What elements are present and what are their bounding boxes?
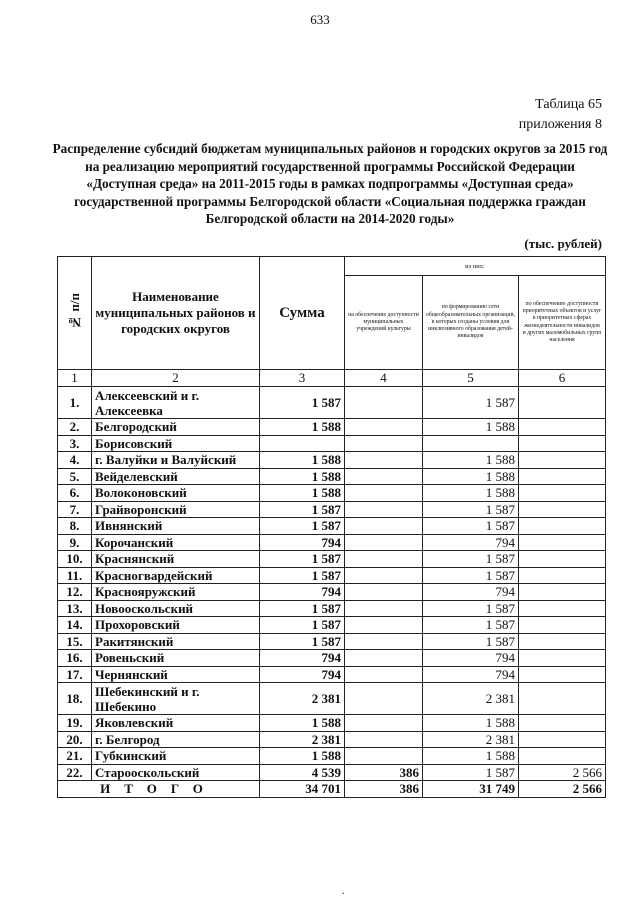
row-priority (519, 534, 606, 551)
row-education: 1 587 (423, 600, 519, 617)
table-row (58, 617, 606, 634)
table-row (58, 715, 606, 732)
row-sum: 1 587 (260, 387, 345, 419)
table-row (58, 419, 606, 436)
row-number: 10. (58, 551, 92, 568)
row-priority (519, 584, 606, 601)
row-priority (519, 452, 606, 469)
row-culture (345, 435, 423, 452)
row-number: 4. (58, 452, 92, 469)
table-row (58, 468, 606, 485)
row-name: Ракитянский (92, 633, 260, 650)
col-number: 4 (345, 370, 423, 387)
footer-mark: . (342, 886, 345, 897)
row-priority (519, 518, 606, 535)
row-number: 8. (58, 518, 92, 535)
total-row (58, 781, 606, 798)
row-number: 19. (58, 715, 92, 732)
row-number: 20. (58, 731, 92, 748)
table-label-line2: приложения 8 (518, 117, 602, 132)
row-sum: 4 539 (260, 764, 345, 781)
row-name: г. Белгород (92, 731, 260, 748)
row-number: 15. (58, 633, 92, 650)
row-culture (345, 600, 423, 617)
row-priority (519, 600, 606, 617)
row-sum: 1 588 (260, 715, 345, 732)
row-education: 1 588 (423, 485, 519, 502)
row-sum: 1 587 (260, 501, 345, 518)
row-priority (519, 485, 606, 502)
col-number: 2 (92, 370, 260, 387)
row-priority (519, 683, 606, 715)
row-education: 1 587 (423, 567, 519, 584)
table-label-line1: Таблица 65 (535, 97, 602, 112)
col-number: 6 (519, 370, 606, 387)
row-number: 12. (58, 584, 92, 601)
row-sum: 1 588 (260, 419, 345, 436)
row-culture (345, 731, 423, 748)
table-row (58, 650, 606, 667)
row-education: 1 587 (423, 551, 519, 568)
header-col4: на обеспечение доступности муниципальных учреждений культуры (345, 276, 423, 370)
row-culture (345, 534, 423, 551)
row-education (423, 435, 519, 452)
header-num: № п/п (58, 257, 92, 370)
row-culture (345, 617, 423, 634)
units-label: (тыс. рублей) (524, 236, 602, 251)
row-culture (345, 567, 423, 584)
row-sum: 2 381 (260, 683, 345, 715)
row-priority (519, 435, 606, 452)
total-label: ИТОГО (58, 781, 260, 798)
row-sum: 1 588 (260, 468, 345, 485)
row-number: 21. (58, 748, 92, 765)
row-name: Вейделевский (92, 468, 260, 485)
row-priority (519, 468, 606, 485)
table-row (58, 435, 606, 452)
row-culture (345, 715, 423, 732)
row-priority (519, 567, 606, 584)
row-education: 1 588 (423, 748, 519, 765)
row-name: Волоконовский (92, 485, 260, 502)
row-number: 11. (58, 567, 92, 584)
row-number: 22. (58, 764, 92, 781)
row-priority (519, 666, 606, 683)
row-education: 1 587 (423, 764, 519, 781)
row-education: 794 (423, 534, 519, 551)
row-sum: 1 587 (260, 567, 345, 584)
col-number: 3 (260, 370, 345, 387)
header-col5: по формированию сети общеобразовательных организаций, в которых созданы условия для инклюзивного образования детей-инвалидов (423, 276, 519, 370)
subsidy-table (57, 256, 606, 798)
table-row (58, 534, 606, 551)
row-number: 2. (58, 419, 92, 436)
header-name: Наименование муниципальных районов и городских округов (92, 257, 260, 370)
row-education: 794 (423, 650, 519, 667)
row-name: Старооскольский (92, 764, 260, 781)
row-culture (345, 468, 423, 485)
table-row (58, 764, 606, 781)
row-education: 794 (423, 584, 519, 601)
row-number: 13. (58, 600, 92, 617)
row-culture (345, 551, 423, 568)
row-name: Ивнянский (92, 518, 260, 535)
row-sum: 1 587 (260, 518, 345, 535)
row-name: Белгородский (92, 419, 260, 436)
table-row (58, 387, 606, 419)
row-sum: 1 588 (260, 485, 345, 502)
row-sum (260, 435, 345, 452)
row-education: 1 587 (423, 633, 519, 650)
row-name: г. Валуйки и Валуйский (92, 452, 260, 469)
row-number: 6. (58, 485, 92, 502)
total-education: 31 749 (423, 781, 519, 798)
row-education: 1 587 (423, 518, 519, 535)
table-row (58, 501, 606, 518)
row-priority: 2 566 (519, 764, 606, 781)
row-culture (345, 419, 423, 436)
total-culture: 386 (345, 781, 423, 798)
row-name: Прохоровский (92, 617, 260, 634)
row-priority (519, 551, 606, 568)
total-sum: 34 701 (260, 781, 345, 798)
table-row (58, 748, 606, 765)
row-number: 7. (58, 501, 92, 518)
row-priority (519, 650, 606, 667)
row-culture (345, 683, 423, 715)
row-name: Яковлевский (92, 715, 260, 732)
row-sum: 794 (260, 534, 345, 551)
row-sum: 794 (260, 584, 345, 601)
row-culture (345, 518, 423, 535)
row-number: 14. (58, 617, 92, 634)
column-numbers-row (58, 370, 606, 387)
table-row (58, 452, 606, 469)
row-culture (345, 387, 423, 419)
row-name: Грайворонский (92, 501, 260, 518)
table-row (58, 518, 606, 535)
row-name: Борисовский (92, 435, 260, 452)
row-sum: 1 587 (260, 600, 345, 617)
row-culture (345, 584, 423, 601)
row-name: Ровеньский (92, 650, 260, 667)
row-number: 1. (58, 387, 92, 419)
row-name: Красногвардейский (92, 567, 260, 584)
header-row-top (58, 257, 606, 276)
row-education: 1 588 (423, 715, 519, 732)
row-education: 1 588 (423, 419, 519, 436)
row-name: Новооскольский (92, 600, 260, 617)
table-row (58, 600, 606, 617)
row-education: 2 381 (423, 731, 519, 748)
row-priority (519, 633, 606, 650)
row-culture: 386 (345, 764, 423, 781)
row-priority (519, 501, 606, 518)
row-sum: 1 588 (260, 452, 345, 469)
header-sum: Сумма (260, 257, 345, 370)
table-row (58, 731, 606, 748)
row-sum: 2 381 (260, 731, 345, 748)
row-priority (519, 715, 606, 732)
row-sum: 794 (260, 650, 345, 667)
total-priority: 2 566 (519, 781, 606, 798)
row-number: 18. (58, 683, 92, 715)
table-row (58, 633, 606, 650)
col-number: 5 (423, 370, 519, 387)
row-priority (519, 387, 606, 419)
row-number: 3. (58, 435, 92, 452)
row-name: Краснянский (92, 551, 260, 568)
row-priority (519, 617, 606, 634)
table-row (58, 485, 606, 502)
row-priority (519, 731, 606, 748)
header-col6: по обеспечению доступности приоритетных объектов и услуг в приоритетных сферах жизнедеятельности инвалидов и других маломобильных групп населения (519, 276, 606, 370)
row-education: 1 588 (423, 468, 519, 485)
row-name: Корочанский (92, 534, 260, 551)
table-label (519, 95, 602, 135)
row-education: 794 (423, 666, 519, 683)
table-row (58, 666, 606, 683)
row-education: 1 587 (423, 501, 519, 518)
table-row (58, 584, 606, 601)
row-sum: 794 (260, 666, 345, 683)
row-education: 1 587 (423, 617, 519, 634)
row-culture (345, 452, 423, 469)
row-sum: 1 587 (260, 551, 345, 568)
row-culture (345, 501, 423, 518)
row-name: Краснояружский (92, 584, 260, 601)
row-name: Чернянский (92, 666, 260, 683)
row-culture (345, 650, 423, 667)
row-number: 17. (58, 666, 92, 683)
row-number: 5. (58, 468, 92, 485)
row-sum: 1 587 (260, 633, 345, 650)
row-sum: 1 587 (260, 617, 345, 634)
row-culture (345, 485, 423, 502)
table-row (58, 551, 606, 568)
row-education: 1 587 (423, 387, 519, 419)
row-education: 1 588 (423, 452, 519, 469)
row-priority (519, 419, 606, 436)
row-priority (519, 748, 606, 765)
row-culture (345, 666, 423, 683)
row-name: Шебекинский и г. Шебекино (92, 683, 260, 715)
row-name: Алексеевский и г. Алексеевка (92, 387, 260, 419)
row-culture (345, 633, 423, 650)
col-number: 1 (58, 370, 92, 387)
row-number: 16. (58, 650, 92, 667)
row-name: Губкинский (92, 748, 260, 765)
row-education: 2 381 (423, 683, 519, 715)
table-row (58, 567, 606, 584)
row-number: 9. (58, 534, 92, 551)
row-culture (345, 748, 423, 765)
header-of-which: из них: (345, 257, 606, 276)
row-sum: 1 588 (260, 748, 345, 765)
document-title: Распределение субсидий бюджетам муниципальных районов и городских округов за 2015 год на реализацию мероприятий государственной программы Российской Федерации «Доступная среда» на 2011-2015 годы в рамках подпрограммы «Доступная среда» государственной программы Белгородской области «Социальная поддержка граждан Белгородской области на 2014-2020 годы» (52, 141, 608, 226)
page-number: 633 (310, 12, 330, 27)
table-row (58, 683, 606, 715)
